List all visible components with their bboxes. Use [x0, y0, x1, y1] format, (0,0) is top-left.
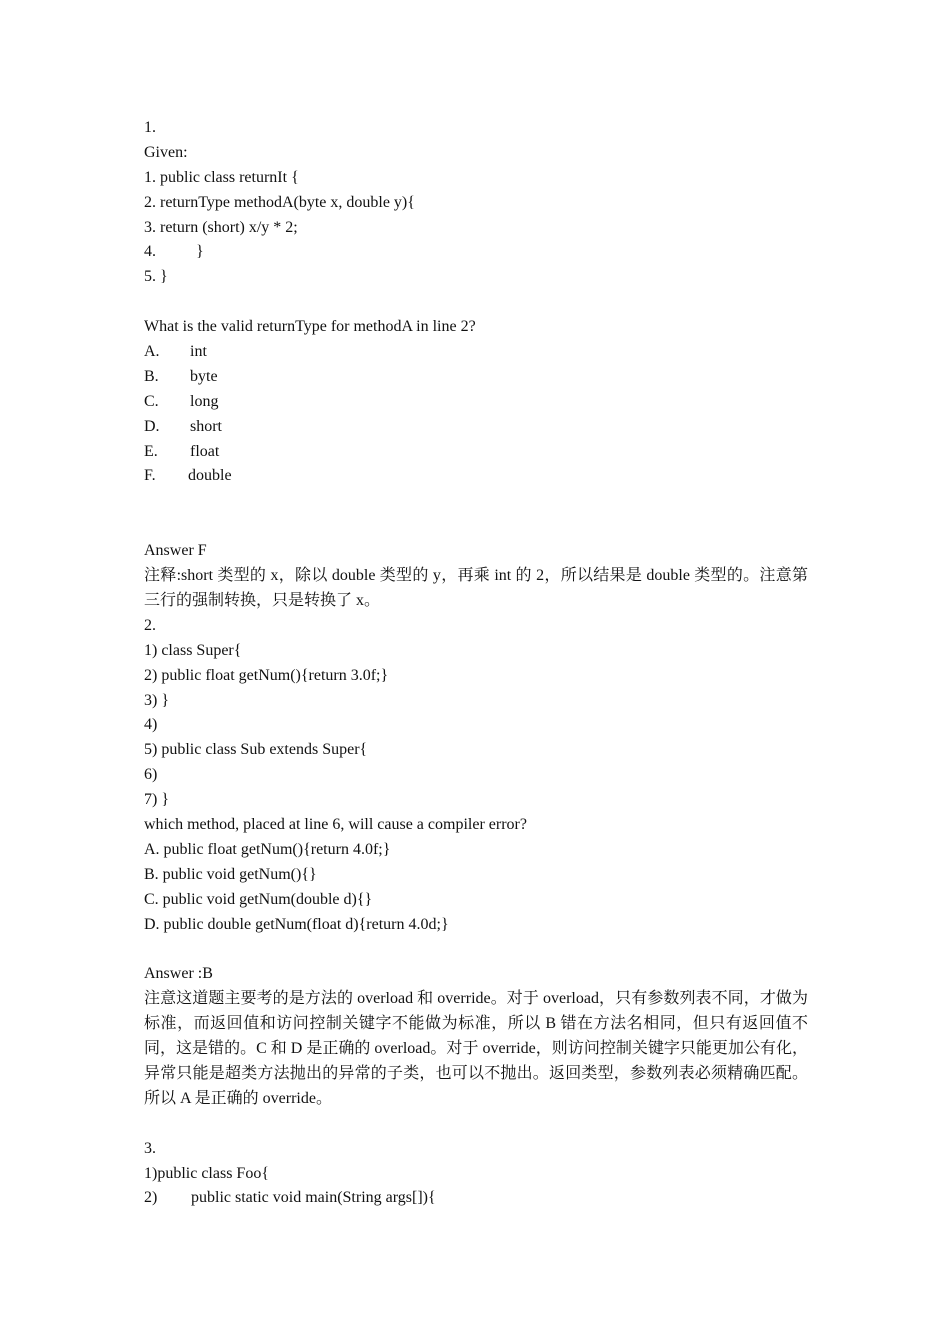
question-number: 3. — [144, 1139, 156, 1157]
question-text: which method, placed at line 6, will cause a compiler error? — [144, 815, 527, 833]
option-c: C. public void getNum(double d){} — [144, 890, 373, 908]
code-text: public static void main(String args[]){ — [191, 1189, 436, 1207]
code-line: 3. return (short) x/y * 2; — [144, 218, 298, 236]
option-letter: A. — [144, 343, 160, 361]
code-line: 5) public class Sub extends Super{ — [144, 741, 368, 759]
line-number: 2) — [144, 1189, 158, 1207]
answer-label: Answer :B — [144, 965, 213, 983]
code-line: 6) — [144, 766, 158, 784]
code-line: 2. returnType methodA(byte x, double y){ — [144, 193, 415, 211]
option-text: byte — [190, 367, 218, 385]
answer-label: Answer F — [144, 542, 207, 560]
option-b: B. public void getNum(){} — [144, 865, 317, 883]
option-text: long — [190, 392, 219, 410]
option-b — [144, 365, 808, 390]
code-line: 7) } — [144, 791, 170, 809]
option-letter: F. — [144, 467, 156, 485]
option-text: int — [190, 343, 207, 361]
document-page — [144, 116, 808, 1211]
code-line: 1. public class returnIt { — [144, 168, 299, 186]
code-line: 3) } — [144, 691, 170, 709]
option-text: float — [190, 442, 220, 460]
option-e — [144, 440, 808, 465]
code-line: 4. } — [144, 243, 204, 261]
option-a — [144, 340, 808, 365]
code-line — [144, 1186, 808, 1211]
question-number: 1. — [144, 119, 156, 136]
question-number: 2. — [144, 616, 156, 634]
option-letter: E. — [144, 442, 158, 460]
code-line: 1) class Super{ — [144, 641, 242, 659]
answer-note: 注释:short 类型的 x，除以 double 类型的 y，再乘 int 的 2，所以结果是 double 类型的。注意第三行的强制转换，只是转换了 x。 — [144, 567, 808, 609]
option-letter: C. — [144, 392, 159, 410]
option-text: double — [188, 467, 232, 485]
option-letter: D. — [144, 417, 160, 435]
option-a: A. public float getNum(){return 4.0f;} — [144, 840, 391, 858]
answer-note: 注意这道题主要考的是方法的 overload 和 override。对于 overload，只有参数列表不同，才做为标准，而返回值和访问控制关键字不能做为标准，所以 B 错在方法名相同，但只有返回值不同，这是错的。C 和 D 是正确的 overload。对于 override，则访问控制关键字只能更加公有化，异常只能是超类方法抛出的异常的子类，也可以不抛出。返回类型，参数列表必须精确匹配。所以 A 是正确的 override。 — [144, 990, 808, 1107]
option-d: D. public double getNum(float d){return 4.0d;} — [144, 915, 449, 933]
code-line: 2) public float getNum(){return 3.0f;} — [144, 666, 389, 684]
option-text: short — [190, 417, 222, 435]
option-letter: B. — [144, 367, 159, 385]
code-line: 4) — [144, 716, 158, 734]
code-line: 1)public class Foo{ — [144, 1164, 269, 1182]
code-line: 5. } — [144, 268, 168, 286]
option-d — [144, 415, 808, 440]
question-text: What is the valid returnType for methodA in line 2? — [144, 318, 476, 336]
option-f — [144, 464, 808, 489]
option-c — [144, 390, 808, 415]
given-label: Given: — [144, 143, 188, 161]
